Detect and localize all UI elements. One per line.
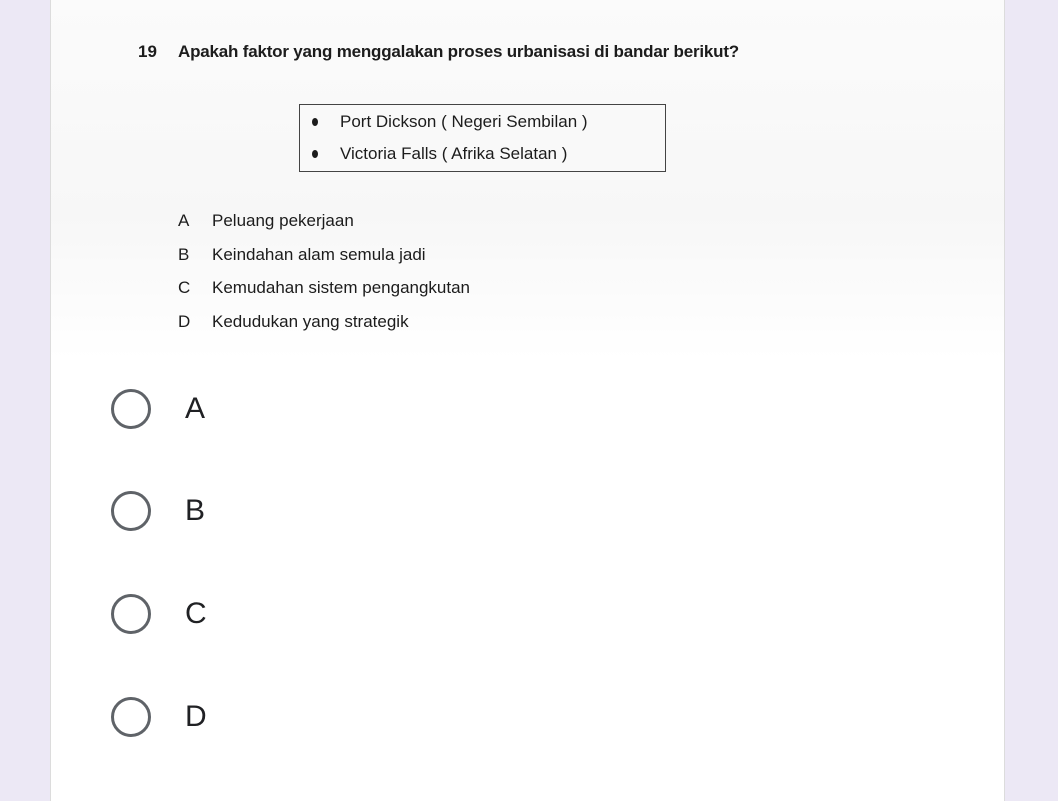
form-card [50,0,1005,801]
option-c [178,278,470,298]
option-letter: B [178,245,190,264]
bullet-icon [312,150,318,158]
option-text: Peluang pekerjaan [212,211,354,230]
info-item-text: Victoria Falls ( Afrika Selatan ) [340,144,568,163]
option-b [178,245,426,265]
question-text: Apakah faktor yang menggalakan proses urbanisasi di bandar berikut? [178,42,739,61]
option-d [178,312,409,332]
choice-label[interactable]: C [185,597,207,630]
choice-label[interactable]: A [185,392,206,425]
radio-choice-b[interactable] [111,491,205,531]
radio-button-icon[interactable] [111,594,151,634]
choice-label[interactable]: B [185,494,206,527]
info-item-text: Port Dickson ( Negeri Sembilan ) [340,112,588,131]
option-letter: C [178,278,191,297]
option-text: Kedudukan yang strategik [212,312,409,331]
radio-button-icon[interactable] [111,697,151,737]
info-item [312,112,588,132]
choice-label[interactable]: D [185,700,207,733]
option-letter: A [178,211,190,230]
info-box [299,104,666,172]
bullet-icon [312,118,318,126]
radio-button-icon[interactable] [111,389,151,429]
option-a [178,211,354,231]
radio-choice-c[interactable] [111,594,207,634]
option-text: Kemudahan sistem pengangkutan [212,278,471,297]
radio-button-icon[interactable] [111,491,151,531]
radio-choice-d[interactable] [111,697,207,737]
radio-choice-a[interactable] [111,389,205,429]
question-image [51,0,1004,360]
info-item [312,144,567,164]
question-number: 19 [138,42,157,61]
option-text: Keindahan alam semula jadi [212,245,426,264]
option-letter: D [178,312,191,331]
